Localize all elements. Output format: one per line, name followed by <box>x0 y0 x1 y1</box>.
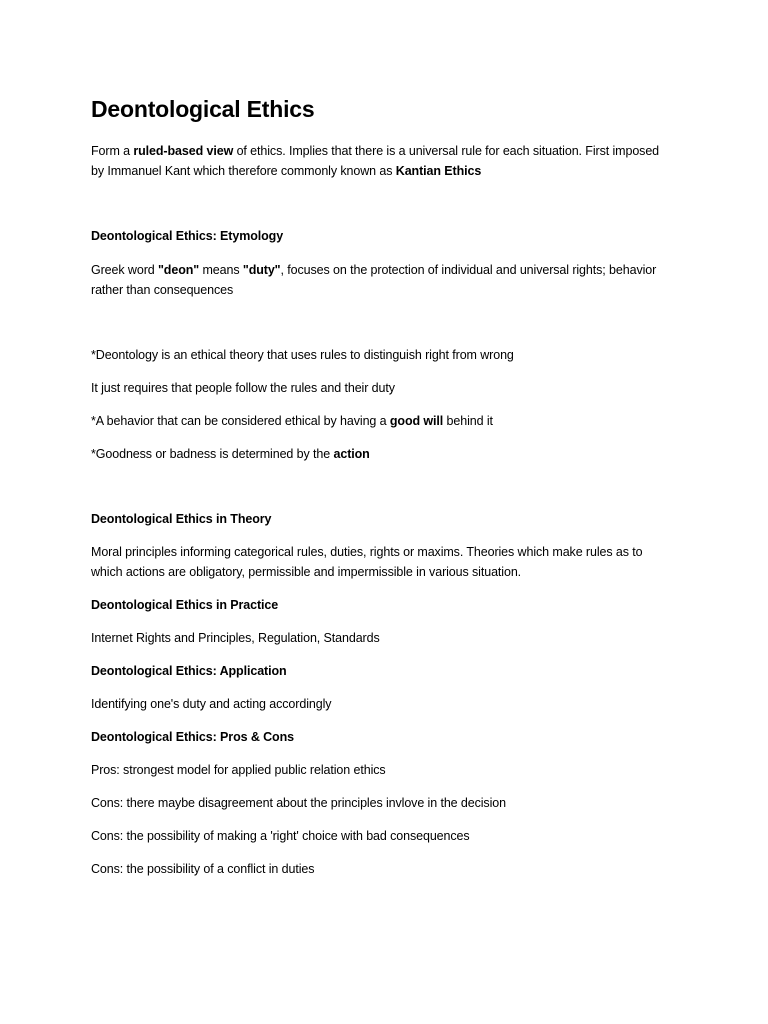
theory-heading: Deontological Ethics in Theory <box>91 512 272 526</box>
point-2: It just requires that people follow the rules and their duty <box>91 381 395 395</box>
intro-emphasis: Kantian Ethics <box>395 164 482 178</box>
etymology-heading: Deontological Ethics: Etymology <box>91 229 284 243</box>
intro-text: of ethics. Implies that there is a universal rule for each situation. First imposed <box>233 144 660 158</box>
intro-line-2 <box>91 161 481 181</box>
pros-cons-item: Cons: there maybe disagreement about the principles invlove in the decision <box>91 796 506 810</box>
pros-cons-item: Pros: strongest model for applied public relation ethics <box>91 763 386 777</box>
application-heading: Deontological Ethics: Application <box>91 664 287 678</box>
point-text: behind it <box>443 414 493 428</box>
point-emphasis: good will <box>389 414 444 428</box>
practice-heading: Deontological Ethics in Practice <box>91 598 279 612</box>
etymology-emphasis: "deon" <box>157 263 200 277</box>
practice-line-1: Internet Rights and Principles, Regulation, Standards <box>91 631 380 645</box>
pros-cons-item: Cons: the possibility of making a 'right' choice with bad consequences <box>91 829 470 843</box>
etymology-text: , focuses on the protection of individual and universal rights; behavior <box>280 263 657 277</box>
page-title: Deontological Ethics <box>91 96 315 122</box>
theory-line-2: which actions are obligatory, permissible and impermissible in various situation. <box>91 565 522 579</box>
etymology-text: means <box>199 263 243 277</box>
etymology-emphasis: "duty" <box>242 263 281 277</box>
point-text: *Goodness or badness is determined by the <box>91 447 334 461</box>
etymology-line-1 <box>91 260 656 280</box>
theory-line-1: Moral principles informing categorical rules, duties, rights or maxims. Theories which make rules as to <box>91 545 643 559</box>
intro-text: Form a <box>91 144 134 158</box>
application-line-1: Identifying one's duty and acting accordingly <box>91 697 332 711</box>
intro-text: by Immanuel Kant which therefore commonly known as <box>91 164 396 178</box>
intro-emphasis: ruled-based view <box>133 144 234 158</box>
etymology-line-2: rather than consequences <box>91 283 234 297</box>
etymology-text: Greek word <box>91 263 158 277</box>
point-3 <box>91 411 493 431</box>
point-1: *Deontology is an ethical theory that uses rules to distinguish right from wrong <box>91 348 514 362</box>
point-4 <box>91 444 370 464</box>
point-text: *A behavior that can be considered ethical by having a <box>91 414 390 428</box>
intro-line-1 <box>91 141 659 161</box>
pros-cons-item: Cons: the possibility of a conflict in duties <box>91 862 315 876</box>
point-emphasis: action <box>333 447 370 461</box>
pros-cons-heading: Deontological Ethics: Pros & Cons <box>91 730 294 744</box>
